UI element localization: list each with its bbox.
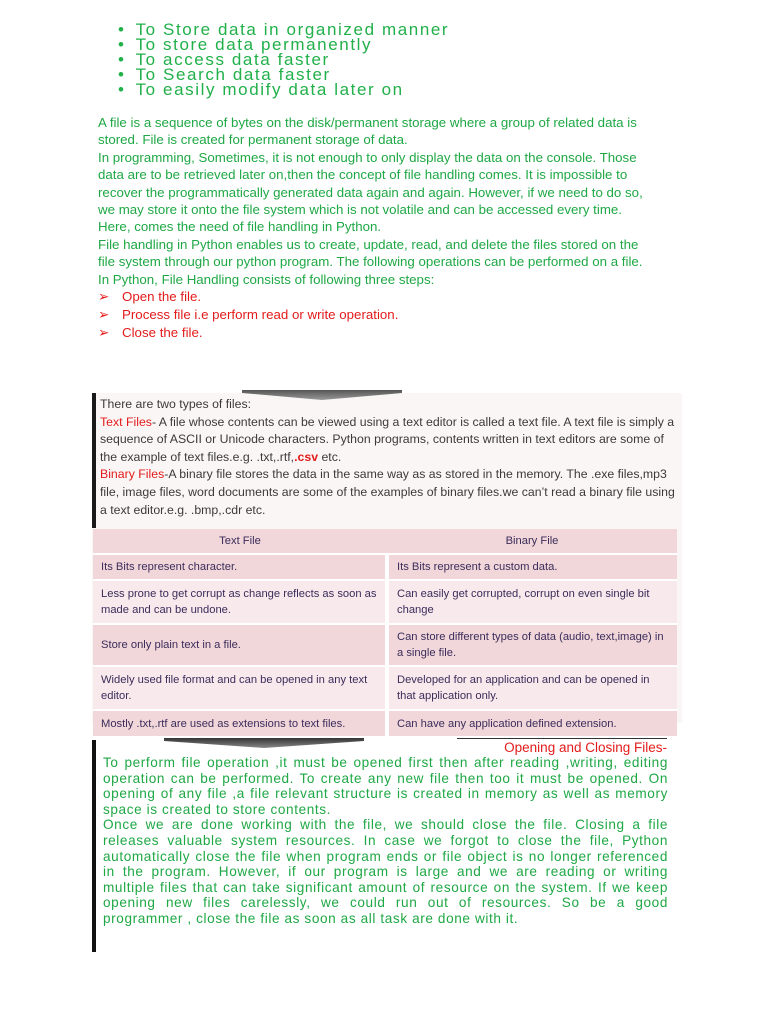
bullet-icon: •	[118, 65, 126, 84]
table-cell: Store only plain text in a file.	[93, 624, 387, 666]
body-paragraph: To perform file operation ,it must be opened first then after reading ,writing, editing operation can be performed. To create any new file then too it must be opened. On opening of any file ,a file relevant structure is created in memory as well as memory space is created to store contents.	[103, 755, 668, 817]
table-cell: Can easily get corrupted, corrupt on even single bit change	[387, 580, 677, 624]
opening-closing-section	[92, 738, 672, 953]
binary-files-paragraph: Binary Files-A binary file stores the data in the same way as as stored in the memory. The .exe files,mp3 file, image files, word documents are some of the examples of binary files.we can’t read a binary file using a text editor.e.g. .bmp,.cdr etc.	[100, 467, 675, 517]
binary-files-label: Binary Files	[100, 467, 165, 482]
intro-section	[98, 114, 654, 341]
list-item: ➢ Process file i.e perform read or write operation.	[98, 306, 399, 322]
column-header-binary-file: Binary File	[387, 529, 677, 554]
table-cell: Widely used file format and can be opened in any text editor.	[93, 666, 387, 710]
intro-paragraph: File handling in Python enables us to create, update, read, and delete the files stored on the file system through our python program. The following operations can be performed on a file.	[98, 236, 643, 270]
table-row	[93, 666, 677, 710]
list-item: • To Store data in organized manner	[118, 20, 450, 39]
bullet-icon: •	[118, 50, 126, 69]
arrow-bullet-icon: ➢	[98, 324, 110, 340]
table-cell: Less prone to get corrupt as change reflects as soon as made and can be undone.	[93, 580, 387, 624]
arrow-bullet-icon: ➢	[98, 289, 110, 305]
comparison-table	[93, 529, 677, 736]
arrow-bullet-icon: ➢	[98, 306, 110, 322]
ribbon-decoration	[164, 738, 364, 748]
table-cell: Developed for an application and can be opened in that application only.	[387, 666, 677, 710]
list-item: ➢ Close the file.	[98, 324, 203, 340]
list-item: • To store data permanently	[118, 35, 373, 54]
bullet-icon: •	[118, 20, 126, 39]
csv-highlight: .csv	[294, 449, 319, 464]
body-paragraph: Once we are done working with the file, we should close the file. Closing a file releases valuable system resources. In case we forgot to close the file, Python automatically close the file when program ends or file object is no longer referenced in the program. However, if our program is large and we are reading or writing multiple files that can take significant amount of resource on the system. If we keep opening new files carelessly, we could run out of resources. So be a good programmer , close the file as soon as all task are done with it.	[103, 817, 668, 926]
list-item: • To Search data faster	[118, 65, 331, 84]
bullet-icon: •	[118, 35, 126, 54]
types-lead: There are two types of files:	[100, 397, 252, 411]
table-row	[93, 554, 677, 580]
table-cell: Can store different types of data (audio, text,image) in a single file.	[387, 624, 677, 666]
intro-paragraph: A file is a sequence of bytes on the disk/permanent storage where a group of related data is stored. File is created for permanent storage of data.	[98, 115, 637, 148]
column-header-text-file: Text File	[93, 529, 387, 554]
bullet-icon: •	[118, 80, 126, 99]
list-item: ➢ Open the file.	[98, 289, 202, 305]
steps-list	[98, 288, 654, 341]
table-row	[93, 710, 677, 736]
section-heading: Opening and Closing Files-	[457, 738, 667, 755]
section-bar	[92, 740, 96, 952]
reasons-list	[118, 22, 678, 97]
list-item: • To access data faster	[118, 50, 330, 69]
table-header-row	[93, 529, 677, 554]
table-cell: Can have any application defined extension.	[387, 710, 677, 736]
intro-paragraph: In programming, Sometimes, it is not enough to only display the data on the console. Those data are to be retrieved later on,then the concept of file handling comes. It is impossible to recover the programmatically generated data again and again. However, if we need to do so, we may store it onto the file system which is not volatile and can be accessed every time. Here, comes the need of file handling in Python.	[98, 149, 643, 235]
file-types-text	[100, 396, 675, 519]
section-body	[103, 755, 668, 927]
intro-paragraph: In Python, File Handling consists of following three steps:	[98, 271, 435, 287]
table-cell: Its Bits represent a custom data.	[387, 554, 677, 580]
table-cell: Its Bits represent character.	[93, 554, 387, 580]
table-row	[93, 580, 677, 624]
text-files-label: Text Files	[100, 414, 152, 429]
table-row	[93, 624, 677, 666]
list-item: • To easily modify data later on	[118, 80, 404, 99]
table-cell: Mostly .txt,.rtf are used as extensions to text files.	[93, 710, 387, 736]
section-bar	[92, 393, 96, 528]
text-files-paragraph: Text Files- A file whose contents can be viewed using a text editor is called a text file. A text file is simply a sequence of ASCII or Unicode characters. Python programs, contents written in text editors are some of the example of text files.e.g. .txt,.rtf,.csv etc.	[100, 414, 675, 464]
